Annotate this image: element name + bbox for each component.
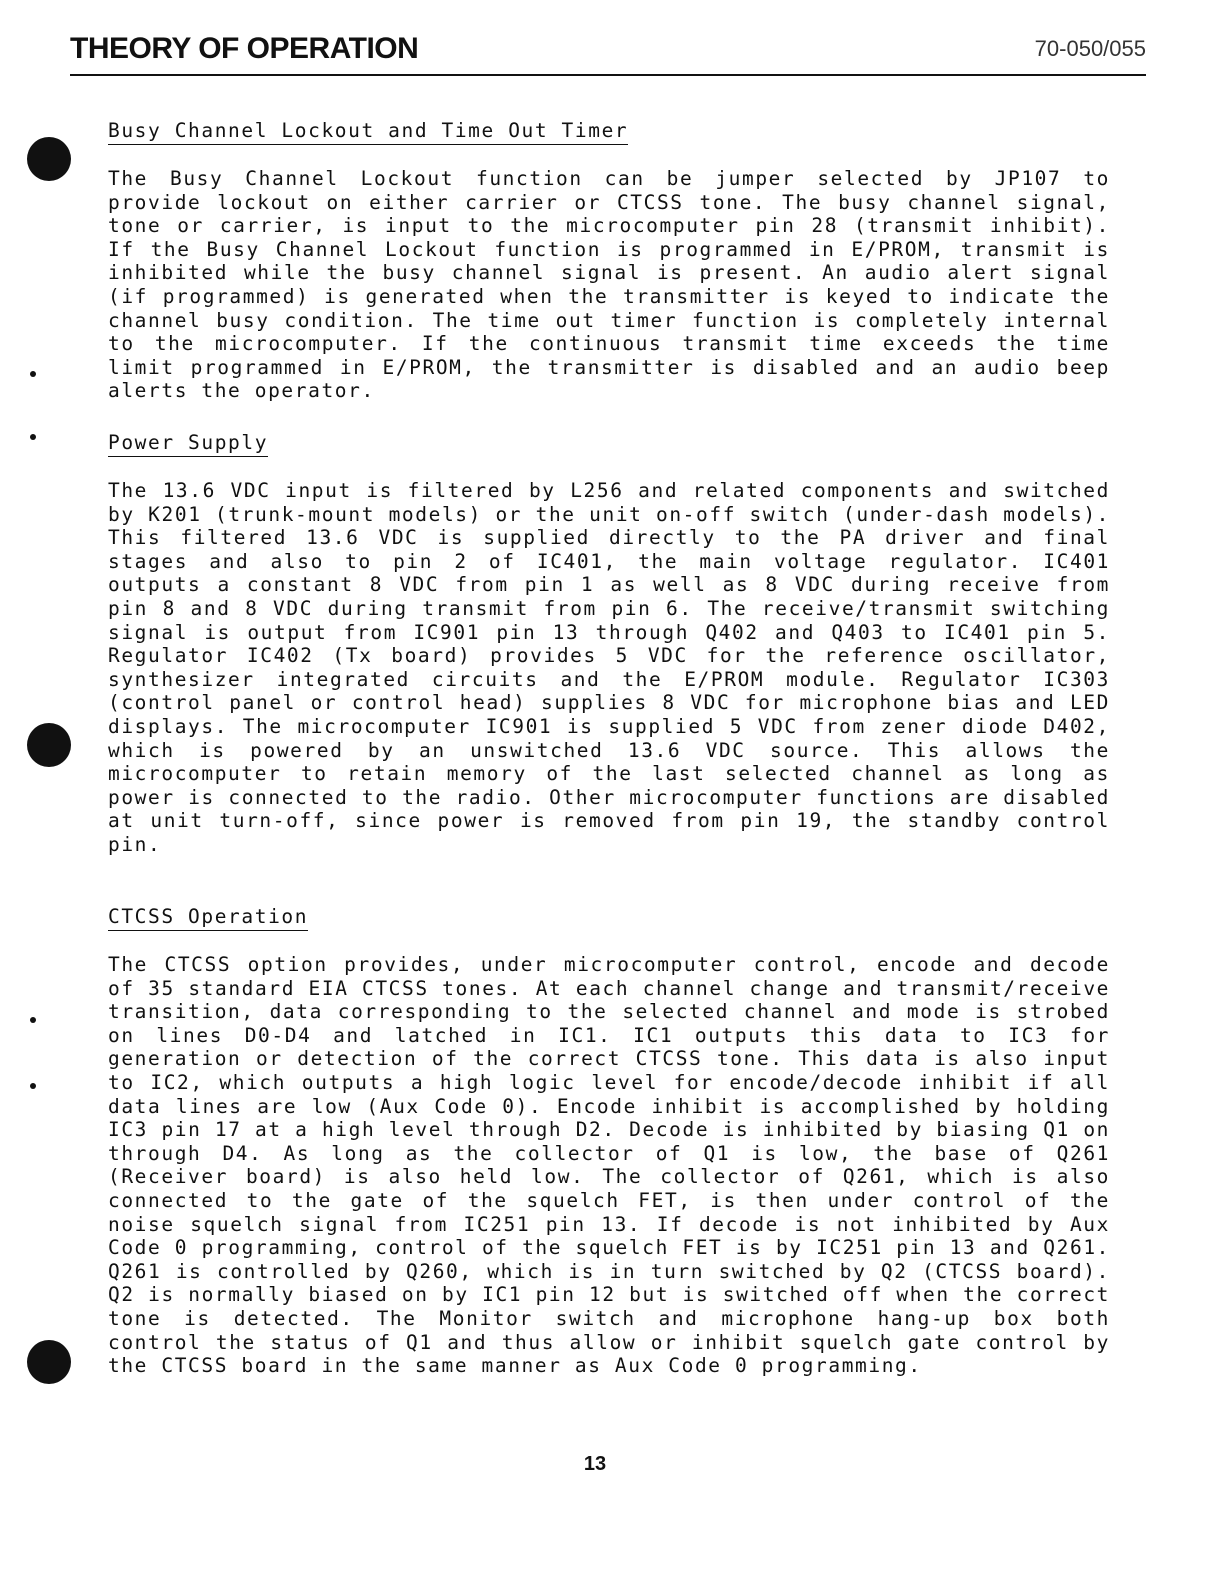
scan-speck [30,1083,36,1089]
section-body: The 13.6 VDC input is filtered by L256 and related components and switched by K201 (trunk-mount models) or the unit on-off switch (under-dash models). This filtered 13.6 VDC is supplied directly to the PA driver and final stages and also to pin 2 of IC401, the main voltage regulator. IC401 outputs a constant 8 VDC from pin 1 as well as 8 VDC during receive from pin 8 and 8 VDC during transmit from pin 6. The receive/transmit switching signal is output from IC901 pin 13 through Q402 and Q403 to IC401 pin 5. Regulator IC402 (Tx board) provides 5 VDC for the reference oscillator, synthesizer integrated circuits and the E/PROM module. Regulator IC303 (control panel or control head) supplies 8 VDC for microphone bias and LED displays. The microcomputer IC901 is supplied 5 VDC from zener diode D402, which is powered by an unswitched 13.6 VDC source. This allows the microcomputer to retain memory of the last selected channel as long as power is connected to the radio. Other microcomputer functions are disabled at unit turn-off, since power is removed from pin 19, the standby control pin. [108,479,1110,856]
scan-speck [30,434,36,440]
section-busy-channel-lockout [108,119,1110,403]
section-body: The Busy Channel Lockout function can be jumper selected by JP107 to provide lockout on either carrier or CTCSS tone. The busy channel signal, tone or carrier, is input to the microcomputer pin 28 (transmit inhibit). If the Busy Channel Lockout function is programmed in E/PROM, transmit is inhibited while the busy channel signal is present. An audio alert signal (if programmed) is generated when the transmitter is keyed to indicate the channel busy condition. The time out timer function is completely internal to the microcomputer. If the continuous transmit time exceeds the time limit programmed in E/PROM, the transmitter is disabled and an audio beep alerts the operator. [108,167,1110,403]
punch-hole [27,723,71,767]
scan-speck [30,1017,36,1023]
page-header [70,30,1146,76]
section-heading: Power Supply [108,431,268,457]
section-heading: CTCSS Operation [108,905,308,931]
section-body: The CTCSS option provides, under microcomputer control, encode and decode of 35 standard EIA CTCSS tones. At each channel change and transmit/receive transition, data corresponding to the selected channel and mode is strobed on lines D0-D4 and latched in IC1. IC1 outputs this data to IC3 for generation or detection of the correct CTCSS tone. This data is also input to IC2, which outputs a high logic level for encode/decode inhibit if all data lines are low (Aux Code 0). Encode inhibit is accomplished by holding IC3 pin 17 at a high level through D2. Decode is inhibited by biasing Q1 on through D4. As long as the collector of Q1 is low, the base of Q261 (Receiver board) is also held low. The collector of Q261, which is also connected to the gate of the squelch FET, is then under control of the noise squelch signal from IC251 pin 13. If decode is not inhibited by Aux Code 0 programming, control of the squelch FET is by IC251 pin 13 and Q261. Q261 is controlled by Q260, which is in turn switched by Q2 (CTCSS board). Q2 is normally biased on by IC1 pin 12 but is switched off when the correct tone is detected. The Monitor switch and microphone hang-up box both control the status of Q1 and thus allow or inhibit squelch gate control by the CTCSS board in the same manner as Aux Code 0 programming. [108,953,1110,1378]
punch-hole [27,137,71,181]
page-title: THEORY OF OPERATION [70,32,419,65]
section-ctcss-operation [108,905,1110,1378]
page-number: 13 [583,1453,607,1475]
punch-hole [27,1340,71,1384]
section-power-supply [108,431,1110,857]
scan-speck [30,371,36,377]
section-heading: Busy Channel Lockout and Time Out Timer [108,119,628,145]
document-number: 70-050/055 [1034,36,1146,61]
